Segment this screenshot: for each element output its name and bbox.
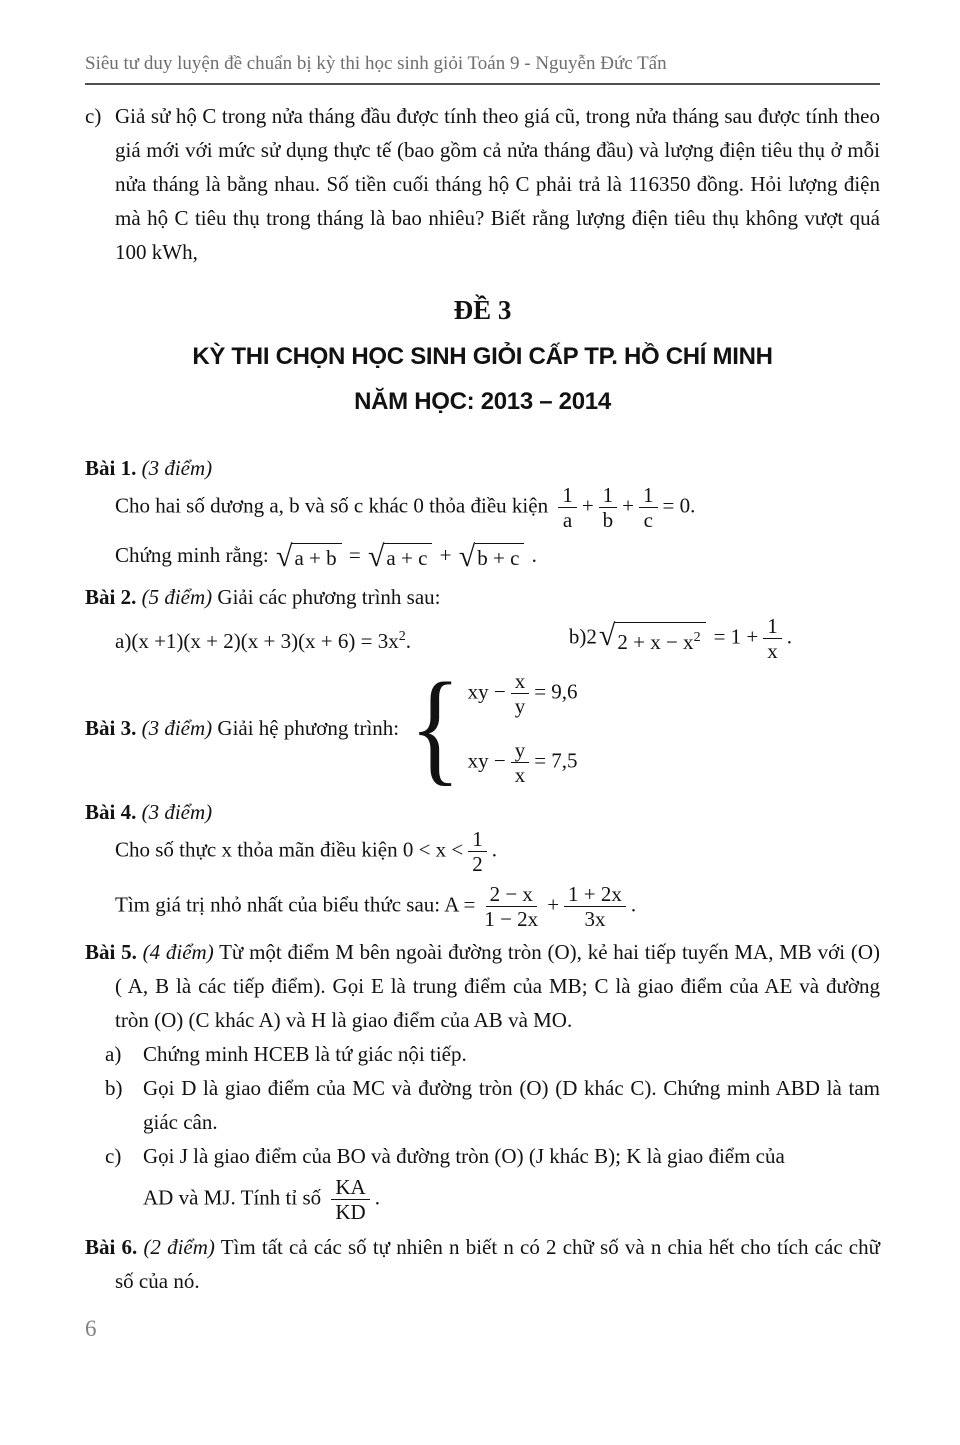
- running-header: Siêu tư duy luyện đề chuẩn bị kỳ thi học sinh giỏi Toán 9 - Nguyễn Đức Tấn: [85, 52, 880, 85]
- exam-number-title: ĐỀ 3: [453, 295, 512, 325]
- exponent-2: 2: [398, 628, 406, 644]
- fraction-1-over-c: $\frac{1}{c}$: [639, 483, 658, 532]
- marker-b: b): [568, 624, 587, 649]
- marker-a: a): [115, 628, 132, 653]
- problem-2-label: Bài 2.: [85, 585, 137, 609]
- sqrt-b-plus-c: √ b + c: [459, 543, 525, 572]
- problem-6-text: Tìm tất cả các số tự nhiên n biết n có 2 chữ số và n chia hết cho tích các chữ số của nó.: [115, 1235, 881, 1293]
- equation-2a: $a)(x +1)(x + 2)(x + 3)(x + 6) = 3x^2$.: [115, 628, 411, 653]
- system-equation-2: xy − $\frac{y}{x}$ = 7,5: [467, 738, 578, 787]
- equation-system: [466, 669, 578, 787]
- equation-2b: b)2 √ $2 + x - x^2$ = 1 + $\frac{1}{x}$ .: [568, 614, 792, 663]
- problem-5-label: Bài 5.: [85, 940, 137, 964]
- problem-1-points: (3 điểm): [141, 456, 213, 480]
- marker-b: b): [105, 1076, 123, 1100]
- problem-6-label: Bài 6.: [85, 1235, 138, 1259]
- fraction-1-plus-2x: $\frac{1 + 2x}{3x}$: [564, 882, 626, 931]
- problem-1-intro-text: Cho hai số dương a, b và số c khác 0 thỏa điều kiện: [115, 493, 549, 518]
- problem-4-objective: Tìm giá trị nhỏ nhất của biểu thức sau: A = $\frac{2 - x}{1 - 2x}$ + $\frac{1 + 2x}{3x}$ .: [115, 882, 637, 931]
- problem-3-heading: [85, 711, 399, 745]
- plus-sign: +: [439, 543, 452, 567]
- problem-5-points: (4 điểm): [142, 940, 214, 964]
- exponent-2: 2: [693, 629, 701, 645]
- period: .: [491, 837, 498, 862]
- sqrt-2-plus-x-minus-x2: √ $2 + x - x^2$: [599, 622, 706, 656]
- exam-title-line2: NĂM HỌC: 2013 – 2014: [354, 388, 611, 415]
- problem-4-condition: Cho số thực x thỏa mãn điều kiện 0 < x < $\frac{1}{2}$ .: [115, 827, 498, 876]
- marker-c: c): [105, 1144, 122, 1168]
- problem-4-label: Bài 4.: [85, 800, 137, 824]
- item-c-marker: c): [85, 104, 102, 128]
- radical-sign: √: [458, 539, 476, 573]
- fraction-KA-over-KD: $\frac{KA}{KD}$: [331, 1175, 369, 1224]
- problem-2-points: (5 điểm): [141, 585, 213, 609]
- marker-a: a): [105, 1042, 122, 1066]
- problem-5-paragraph: [85, 935, 880, 1037]
- fraction-1-over-x: $\frac{1}{x}$: [763, 614, 782, 663]
- inequality: 0 < x <: [402, 837, 464, 862]
- period: .: [531, 543, 537, 567]
- problem-3-points: (3 điểm): [141, 716, 213, 740]
- period: .: [630, 892, 637, 917]
- problem-1-condition: [85, 483, 880, 532]
- period: .: [405, 628, 411, 653]
- fraction-1-over-2: $\frac{1}{2}$: [468, 827, 487, 876]
- fraction-y-over-x: $\frac{y}{x}$: [511, 738, 530, 787]
- system-brace: {: [409, 658, 462, 797]
- problem-3-row: [85, 658, 880, 797]
- sqrt-a-plus-b: √ a + b: [276, 543, 342, 572]
- problem-1-heading: [85, 453, 880, 483]
- period: .: [786, 624, 792, 649]
- exam-title-line1: KỲ THI CHỌN HỌC SINH GIỎI CẤP TP. HỒ CHÍ MINH: [192, 343, 773, 370]
- problem-3-label: Bài 3.: [85, 716, 137, 740]
- item-c-paragraph: [85, 99, 880, 269]
- plus-sign: +: [547, 892, 560, 917]
- radical-sign: √: [275, 539, 293, 573]
- radical-sign: √: [598, 618, 616, 652]
- sqrt-a-plus-c: √ a + c: [368, 543, 432, 572]
- problem-5-text: Từ một điểm M bên ngoài đường tròn (O), kẻ hai tiếp tuyến MA, MB với (O) ( A, B là các tiếp điểm). Gọi E là trung điểm của MB; C là giao điểm của AE và đường tròn (O) (C khác A) và H là giao điểm của AB và MO.: [115, 940, 881, 1032]
- prove-that-text: Chứng minh rằng:: [115, 543, 269, 567]
- problem-5-item-c-continued: AD và MJ. Tính tỉ số $\frac{KA}{KD}$ .: [143, 1175, 380, 1224]
- fraction-2-minus-x: $\frac{2 - x}{1 - 2x}$: [484, 882, 539, 931]
- problem-5-item-b: b) Gọi D là giao điểm của MC và đường tròn (O) (D khác C). Chứng minh ABD là tam giác cân.: [105, 1071, 880, 1139]
- problem-2-instruction: Giải các phương trình sau:: [217, 585, 441, 609]
- problem-3-instruction: Giải hệ phương trình:: [217, 716, 400, 740]
- page-number: 6: [85, 1316, 97, 1341]
- item-c-text: Giả sử hộ C trong nửa tháng đầu được tính theo giá cũ, trong nửa tháng sau được tính theo giá mới với mức sử dụng thực tế (bao gồm cả nửa tháng đầu) và lượng điện tiêu thụ ở mỗi nửa tháng là bằng nhau. Số tiền cuối tháng hộ C phải trả là 116350 đồng. Hỏi lượng điện mà hộ C tiêu thụ trong tháng là bao nhiêu? Biết rằng lượng điện tiêu thụ không vượt quá 100 kWh,: [115, 104, 880, 264]
- expression-lhs: A =: [444, 892, 476, 917]
- problem-1-claim: [85, 538, 880, 572]
- problem-1-label: Bài 1.: [85, 456, 137, 480]
- equals-sign: =: [348, 543, 361, 567]
- problem-2-equations: [85, 614, 880, 663]
- problem-5-item-a: a) Chứng minh HCEB là tứ giác nội tiếp.: [105, 1037, 880, 1071]
- fraction-1-over-a: $\frac{1}{a}$: [558, 483, 577, 532]
- problem-6-paragraph: [85, 1230, 880, 1298]
- plus-sign: +: [581, 493, 594, 518]
- system-equation-1: xy − $\frac{x}{y}$ = 9,6: [467, 669, 578, 718]
- problem-4-heading: [85, 797, 880, 827]
- problem-5-item-c: c) Gọi J là giao điểm của BO và đường tròn (O) (J khác B); K là giao điểm của: [105, 1139, 880, 1173]
- period: .: [374, 1185, 380, 1210]
- problem-6-points: (2 điểm): [143, 1235, 215, 1259]
- radical-sign: √: [367, 539, 385, 573]
- plus-sign: +: [622, 493, 635, 518]
- equals-zero: = 0.: [662, 493, 696, 518]
- problem-4-points: (3 điểm): [141, 800, 213, 824]
- fraction-x-over-y: $\frac{x}{y}$: [511, 669, 530, 718]
- fraction-1-over-b: $\frac{1}{b}$: [599, 483, 618, 532]
- problem-2-heading: [85, 582, 880, 612]
